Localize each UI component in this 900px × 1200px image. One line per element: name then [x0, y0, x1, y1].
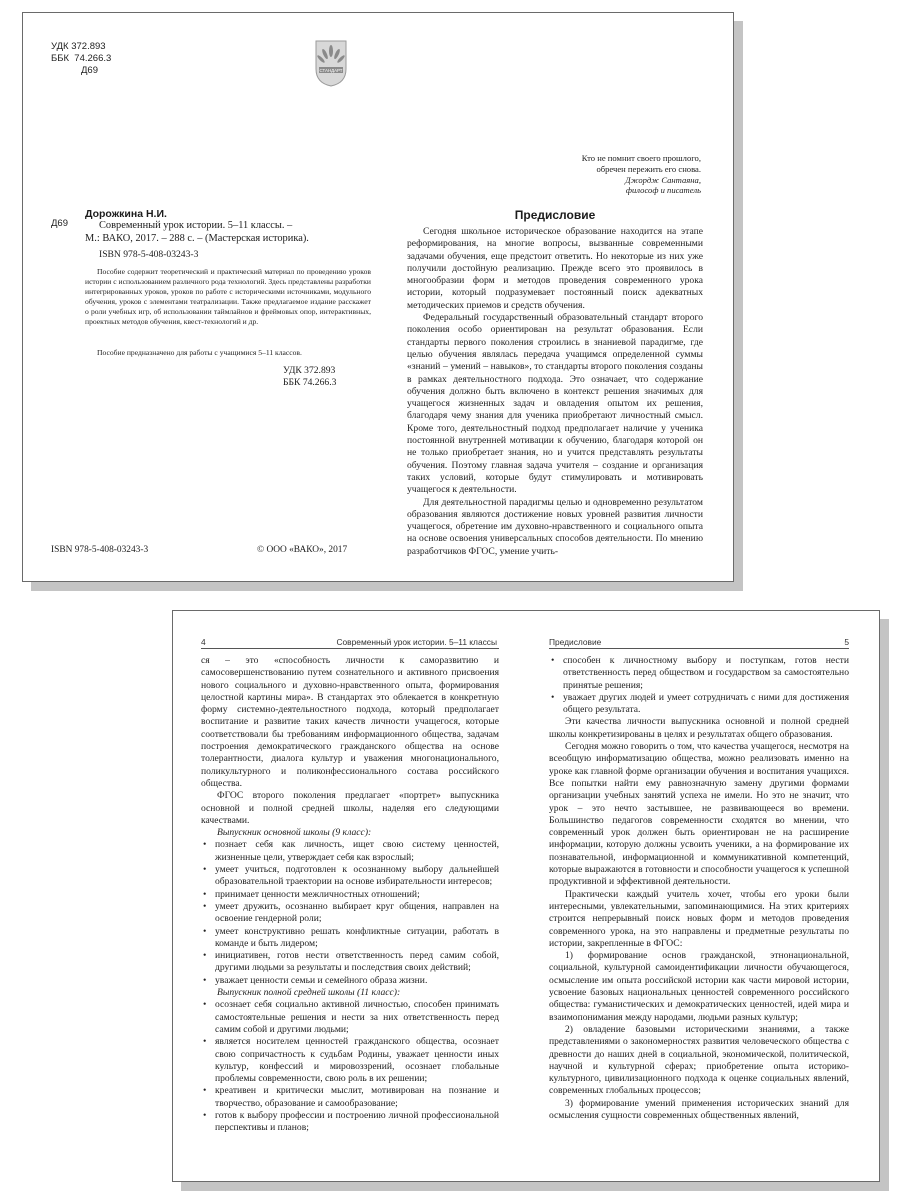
page5-paragraph: Практически каждый учитель хочет, чтобы его уроки были интересными, увлекательными, запоминающимися. На этих критериях строится непрерывный поиск новых форм и методов проведения современного урока, на это направлены и предметные результаты по истории, закрепленные в ФГОС:	[549, 888, 849, 949]
author-mark-2: Д69	[51, 218, 69, 229]
isbn: ISBN 978-5-408-03243-3	[99, 249, 199, 260]
page4-body	[201, 655, 499, 1135]
spread-bottom	[172, 610, 880, 1182]
page5-paragraph: Сегодня можно говорить о том, что качества учащегося, несмотря на всеобщую информатизацию общества, можно реализовать именно на уроке как главной форме организации обучения и воспитания учащихся. Все попытки найти ему равнозначную замену другими формами организации учебных занятий успеха не имели. Но это не значит, что урок – это нечто застывшее, не развивающееся во времени. Большинство педагогов современности сходятся во мнении, что современный урок должен быть ориентирован не на расширение информации, которую должны усвоить ученики, а на формирование их познавательной, информационной и коммуникативной компетенций, которые выражаются в готовности и способности учащегося к успешной продуктивной и эффективной деятельности.	[549, 741, 849, 888]
preface-paragraph: Для деятельностной парадигмы целью и одновременно результатом образования являются достижение новых уровней развития личности учащегося, обретение им духовно-нравственного и социального опыта на основе освоения универсальных способов деятельности. По мнению разработчиков ФГОС, умение учить-	[407, 496, 703, 557]
page4-running-title: Современный урок истории. 5–11 классы	[336, 637, 497, 647]
page5-paragraph: 1) формирование основ гражданской, этнонациональной, социальной, культурной самоидентификации личности обучающегося, осмысление им опыта российской истории как части мировой истории, усвоение базовых национальных ценностей современного российского общества: гуманистических и демократических ценностей, идей мира и взаимопонимания между народами, людьми разных культур;	[549, 950, 849, 1023]
page4-paragraph: ся – это «способность личности к саморазвитию и самосовершенствованию путем сознательного и активного присвоения нового социального и духовно-нравственного опыта, формирования целостной картины мира». В стандартах это облекается в конкретную форму системно-деятельностного подхода, который предполагает воспитание и развитие таких качеств личности учащегося, которые соответствовали бы требованиям информационного общества, задачам построения демократического гражданского общества на основе толерантности, диалога культур и уважения многонационального, поликультурного и поликонфессионального состава российского общества.	[201, 655, 499, 789]
list1	[201, 839, 499, 987]
list-item: • является носителем ценностей гражданского общества, осознает свою сопричастность к судьбам Родины, уважает ценности иных культур, конфессий и мировоззрений, осознает глобальные проблемы современности, свою роль в их решении;	[201, 1036, 499, 1085]
list-item: • креативен и критически мыслит, мотивирован на познание и творчество, образование и самообразование;	[201, 1085, 499, 1110]
page5-header	[549, 637, 849, 649]
preface-body	[407, 226, 703, 558]
preface-title: Предисловие	[514, 208, 596, 222]
bbk-code: ББК 74.266.3	[51, 53, 112, 64]
list-item: • уважает ценности семьи и семейного образа жизни.	[201, 975, 499, 987]
page-number-4: 4	[201, 637, 206, 647]
list-item: • осознает себя социально активной личностью, способен принимать самостоятельные решения и нести за них ответственность перед самим собой и другими людьми;	[201, 999, 499, 1036]
list-item: • умеет учиться, подготовлен к осознанному выбору дальнейшей образовательной траектории на основе избирательности интересов;	[201, 864, 499, 889]
spread-top	[22, 12, 734, 582]
page5-body	[549, 655, 849, 1122]
annotation: Пособие содержит теоретический и практический материал по проведению уроков истории с использованием различного рода технологий. Здесь представлены разработки интегрированных уроков, уроков по работе с историческими источниками, модульного обучения, уроков с элементами театрализации. Также предлагаемое издание расскажет о роли учебных игр, об использовании таймлайнов и фреймовых опор, интерактивных, проектных методов обучения, квест-технологий и др.	[85, 267, 371, 326]
footer-copyright: © ООО «ВАКО», 2017	[257, 545, 348, 555]
udk-code: УДК 372.893	[51, 41, 106, 52]
epigraph-line1: Кто не помнит своего прошлого,	[581, 153, 701, 163]
list-item: • готов к выбору профессии и построению личной профессиональной перспективы и планов;	[201, 1110, 499, 1135]
list2-title: Выпускник полной средней школы (11 класс):	[217, 987, 401, 999]
bbk-bottom: ББК 74.266.3	[283, 377, 337, 388]
list-item: • познает себя как личность, ищет свою систему ценностей, жизненные цели, утверждает себя как взрослый;	[201, 839, 499, 864]
page-number-5: 5	[844, 637, 849, 647]
page4-header	[201, 637, 499, 649]
epigraph-author: Джордж Сантаяна,	[625, 174, 701, 185]
list-item: • инициативен, готов нести ответственность перед самим собой, другими людьми за результаты и последствия своих действий;	[201, 950, 499, 975]
page5-running-title: Предисловие	[549, 637, 602, 647]
list-item: • умеет дружить, осознанно выбирает круг общения, направлен на освоение гендерной роли;	[201, 901, 499, 926]
author-mark: Д69	[81, 65, 99, 76]
epigraph	[463, 153, 701, 196]
epigraph-role: философ и писатель	[625, 185, 701, 196]
list2	[201, 999, 499, 1134]
purpose-note: Пособие предназначено для работы с учащимися 5–11 классов.	[97, 348, 302, 357]
page5-list	[549, 655, 849, 716]
footer-isbn: ISBN 978-5-408-03243-3	[51, 545, 149, 555]
list-item: • принимает ценности межличностных отношений;	[201, 889, 499, 901]
book-title-line1: Современный урок истории. 5–11 классы. –	[99, 220, 293, 231]
book-author: Дорожкина Н.И.	[85, 208, 167, 220]
page5-paragraph: Эти качества личности выпускника основной и полной средней школы конкретизированы в целях и результатах общего образования.	[549, 716, 849, 740]
udk-bottom: УДК 372.893	[283, 365, 336, 376]
book-title-line2: М.: ВАКО, 2017. – 288 с. – (Мастерская историка).	[85, 232, 309, 244]
list-item: • уважает других людей и умеет сотрудничать с ними для достижения общего результата.	[549, 692, 849, 717]
page5-paragraph: 2) овладение базовыми историческими знаниями, а также представлениями о закономерностях развития человеческого общества с древности до наших дней в социальной, экономической, политической, научной и культурной сферах; приобретение опыта историко-культурного, цивилизационного подхода к оценке социальных явлений, современных глобальных процессов;	[549, 1023, 849, 1097]
epigraph-line2: обречен пережить его снова.	[596, 163, 701, 174]
logo-text: СТАНДАРТ	[319, 68, 343, 73]
list-item: • умеет конструктивно решать конфликтные ситуации, работать в команде и быть лидером;	[201, 926, 499, 951]
preface-paragraph: Сегодня школьное историческое образование находится на этапе реформирования, на многие вопросы, вызванные современными задачами обучения, еще предстоит ответить. Но некоторые из них уже получили достойную реализацию. Прежде всего это проявилось в многообразии форм и методов проведения современного урока истории, который подразумевает постоянный поиск адекватных методических приемов и средств обучения.	[407, 226, 703, 311]
list-item: • способен к личностному выбору и поступкам, готов нести ответственность перед обществом и государством за самостоятельно принятые решения;	[549, 655, 849, 692]
preface-paragraph: Федеральный государственный образовательный стандарт второго поколения особо ориентирован на результат образования. Если стандарты первого поколения строились в знаниевой парадигме, где целью обучения являлась передача учащимся определенной суммы «знаний – умений – навыков», то стандарты второго поколения созданы в рамках деятельностного подхода. Это означает, что содержание обучения должно быть включено в контекст решения значимых для учащегося жизненных задач и овладения опытом их решения, благодаря чему знания для ученика приобретают личностный смысл. Кроме того, деятельностный подход предполагает наличие у ученика постоянной внутренней мотивации к обучению, благодаря которой он не только приобретает знания, но и учится представлять результаты обучения. Поэтому главная задача учителя – создание и организация таких условий, которые будут стимулировать и мотивировать учащегося к деятельности.	[407, 312, 703, 496]
page5-paragraph: 3) формирование умений применения исторических знаний для осмысления сущности современных общественных явлений,	[549, 1097, 849, 1121]
list1-title: Выпускник основной школы (9 класс):	[217, 827, 372, 839]
page4-paragraph: ФГОС второго поколения предлагает «портрет» выпускника основной и полной средней школы, наделяя его следующими качествами.	[201, 790, 499, 826]
standard-logo	[313, 39, 349, 87]
